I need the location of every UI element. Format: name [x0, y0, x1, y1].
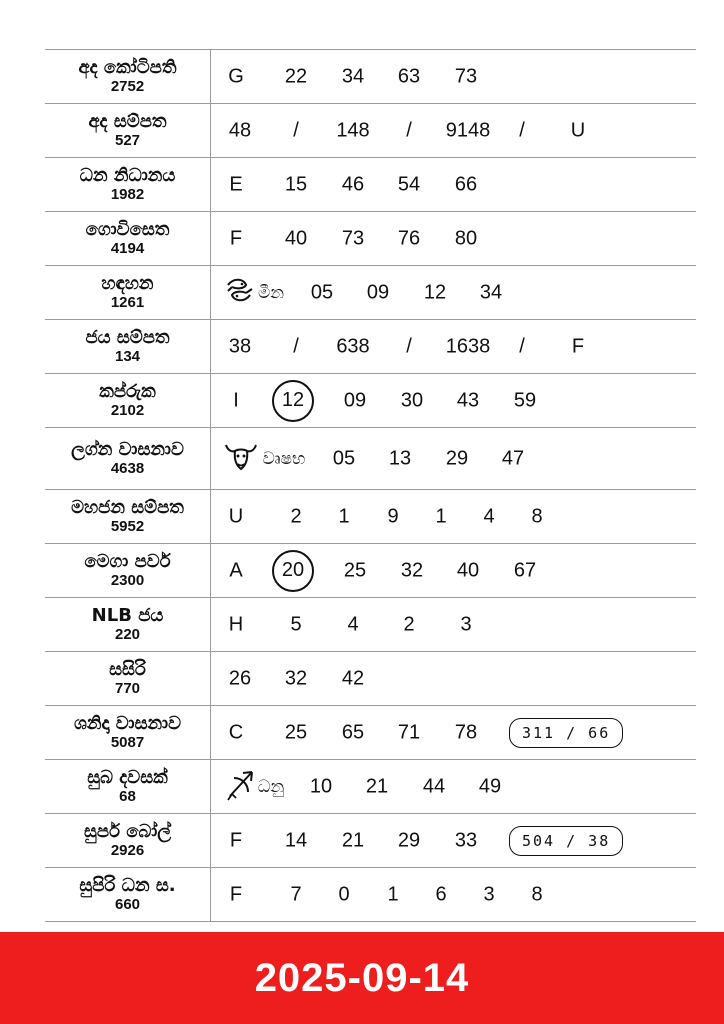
winning-number: 5 — [290, 613, 302, 635]
letter: F — [229, 829, 243, 851]
result-row — [45, 104, 696, 158]
lottery-cell — [45, 760, 211, 813]
lottery-name: ධන නිධානය — [79, 164, 176, 186]
winning-number: 25 — [343, 559, 367, 581]
winning-number: 09 — [366, 281, 390, 303]
draw-number: 4194 — [110, 240, 145, 258]
winning-number: 26 — [228, 667, 252, 689]
draw-date: 2025-09-14 — [254, 955, 470, 1000]
letter: H — [228, 613, 244, 635]
winning-number: 54 — [397, 173, 421, 195]
lottery-cell — [45, 104, 211, 157]
result-row — [45, 706, 696, 760]
lottery-cell — [45, 158, 211, 211]
number-part: 38 — [228, 335, 252, 357]
winning-number: 12 — [423, 281, 447, 303]
lottery-name: කප්රුක — [99, 380, 156, 402]
lottery-name: හඳහන — [101, 272, 154, 294]
pisces-icon — [222, 275, 258, 311]
result-row — [45, 598, 696, 652]
zodiac-sign: ධනු — [257, 776, 285, 797]
special-number-badge: 504 / 38 — [509, 826, 623, 856]
lottery-cell — [45, 320, 211, 373]
result-row — [45, 760, 696, 814]
lottery-name: සුපිරි ධන ස. — [79, 874, 176, 896]
draw-number: 68 — [119, 788, 136, 806]
winning-number: 49 — [478, 775, 502, 797]
draw-number: 134 — [114, 348, 141, 366]
number-part: / — [293, 335, 299, 357]
winning-number: 80 — [454, 227, 478, 249]
winning-number: 40 — [284, 227, 308, 249]
winning-number: 33 — [454, 829, 478, 851]
winning-number: 78 — [454, 721, 478, 743]
taurus-icon — [222, 439, 260, 479]
lottery-name: අද කෝටිපති — [78, 56, 177, 78]
winning-number: 21 — [365, 775, 389, 797]
letter: A — [229, 559, 243, 581]
winning-numbers — [211, 490, 696, 543]
result-row — [45, 320, 696, 374]
bonus-number: 12 — [272, 380, 314, 422]
winning-number: 4 — [483, 505, 495, 527]
lottery-name: සුපර් බෝල් — [83, 820, 172, 842]
letter: G — [228, 65, 244, 87]
winning-number: 1 — [435, 505, 447, 527]
draw-number: 220 — [114, 626, 141, 644]
lottery-name: සුබ දවසක් — [87, 766, 168, 788]
number-part: / — [519, 119, 525, 141]
lottery-name: ජය සම්පත — [85, 326, 170, 348]
winning-number: 09 — [343, 389, 367, 411]
zodiac-sign: වෘෂභ — [262, 448, 306, 469]
winning-number: 9 — [387, 505, 399, 527]
winning-number: 47 — [501, 447, 525, 469]
winning-number: 2 — [403, 613, 415, 635]
result-row — [45, 814, 696, 868]
lottery-cell — [45, 706, 211, 759]
lottery-cell — [45, 374, 211, 427]
winning-number: 29 — [445, 447, 469, 469]
letter: F — [229, 227, 243, 249]
winning-numbers — [211, 104, 696, 157]
number-part: / — [519, 335, 525, 357]
draw-number: 4638 — [110, 460, 145, 478]
winning-number: 13 — [388, 447, 412, 469]
result-row — [45, 428, 696, 490]
winning-numbers — [211, 266, 696, 319]
winning-number: 10 — [309, 775, 333, 797]
winning-number: 73 — [341, 227, 365, 249]
winning-number: 3 — [460, 613, 472, 635]
winning-number: 14 — [284, 829, 308, 851]
lottery-name: සසිරි — [109, 658, 146, 680]
result-row — [45, 652, 696, 706]
winning-number: 63 — [397, 65, 421, 87]
winning-numbers — [211, 760, 696, 813]
number-part: / — [406, 119, 412, 141]
number-part: 9148 — [445, 119, 491, 141]
lottery-cell — [45, 544, 211, 597]
number-part: 148 — [336, 119, 370, 141]
winning-number: 0 — [338, 883, 350, 905]
winning-number: 6 — [435, 883, 447, 905]
lottery-name: මෙගා පවර් — [84, 550, 171, 572]
winning-number: 2 — [290, 505, 302, 527]
letter: C — [228, 721, 244, 743]
lottery-cell — [45, 598, 211, 651]
lottery-cell — [45, 212, 211, 265]
number-part: U — [570, 119, 586, 141]
result-row — [45, 212, 696, 266]
number-part: / — [293, 119, 299, 141]
winning-numbers — [211, 158, 696, 211]
winning-numbers — [211, 428, 696, 489]
winning-number: 32 — [400, 559, 424, 581]
lottery-name: NLB ජය — [91, 604, 164, 626]
draw-number: 5087 — [110, 734, 145, 752]
winning-number: 76 — [397, 227, 421, 249]
winning-number: 30 — [400, 389, 424, 411]
winning-number: 3 — [483, 883, 495, 905]
draw-number: 2102 — [110, 402, 145, 420]
winning-number: 44 — [422, 775, 446, 797]
winning-number: 7 — [290, 883, 302, 905]
winning-number: 66 — [454, 173, 478, 195]
draw-number: 5952 — [110, 518, 145, 536]
winning-numbers — [211, 868, 696, 921]
lottery-name: මහජන සම්පත — [71, 496, 184, 518]
number-part: F — [571, 335, 585, 357]
winning-number: 29 — [397, 829, 421, 851]
draw-number: 2926 — [110, 842, 145, 860]
draw-number: 770 — [114, 680, 141, 698]
winning-number: 4 — [347, 613, 359, 635]
winning-numbers — [211, 320, 696, 373]
winning-numbers — [211, 50, 696, 103]
winning-number: 42 — [341, 667, 365, 689]
number-part: 48 — [228, 119, 252, 141]
winning-number: 65 — [341, 721, 365, 743]
lottery-name: ගොවිසෙත — [85, 218, 170, 240]
winning-number: 46 — [341, 173, 365, 195]
lottery-cell — [45, 50, 211, 103]
letter: U — [228, 505, 244, 527]
winning-numbers — [211, 544, 696, 597]
winning-number: 25 — [284, 721, 308, 743]
lottery-name: අද සම්පත — [88, 110, 167, 132]
lottery-cell — [45, 490, 211, 543]
winning-number: 43 — [456, 389, 480, 411]
winning-number: 21 — [341, 829, 365, 851]
draw-number: 2752 — [110, 78, 145, 96]
winning-number: 71 — [397, 721, 421, 743]
letter: E — [229, 173, 243, 195]
result-row — [45, 374, 696, 428]
winning-numbers — [211, 374, 696, 427]
winning-numbers — [211, 706, 696, 759]
result-row — [45, 544, 696, 598]
lottery-cell — [45, 814, 211, 867]
winning-number: 05 — [310, 281, 334, 303]
special-number-badge: 311 / 66 — [509, 718, 623, 748]
winning-number: 32 — [284, 667, 308, 689]
winning-numbers — [211, 652, 696, 705]
winning-number: 05 — [332, 447, 356, 469]
winning-number: 22 — [284, 65, 308, 87]
winning-numbers — [211, 212, 696, 265]
winning-number: 8 — [531, 505, 543, 527]
results-table — [45, 49, 696, 922]
sagittarius-icon — [222, 766, 258, 808]
letter: F — [229, 883, 243, 905]
lottery-name: ශනිදා වාසනාව — [73, 712, 182, 734]
letter: I — [233, 389, 239, 411]
result-row — [45, 158, 696, 212]
result-row — [45, 266, 696, 320]
lottery-cell — [45, 266, 211, 319]
result-row — [45, 50, 696, 104]
winning-numbers — [211, 814, 696, 867]
winning-number: 8 — [531, 883, 543, 905]
winning-number: 73 — [454, 65, 478, 87]
draw-number: 1261 — [110, 294, 145, 312]
winning-number: 1 — [387, 883, 399, 905]
result-row — [45, 490, 696, 544]
zodiac-sign: මීන — [257, 282, 285, 303]
lottery-name: ලග්න වාසනාව — [71, 438, 184, 460]
winning-number: 34 — [341, 65, 365, 87]
draw-number: 527 — [114, 132, 141, 150]
winning-number: 1 — [338, 505, 350, 527]
bonus-number: 20 — [272, 550, 314, 592]
winning-number: 40 — [456, 559, 480, 581]
lottery-cell — [45, 868, 211, 921]
number-part: / — [406, 335, 412, 357]
winning-number: 34 — [479, 281, 503, 303]
winning-number: 59 — [513, 389, 537, 411]
winning-numbers — [211, 598, 696, 651]
draw-number: 1982 — [110, 186, 145, 204]
number-part: 1638 — [445, 335, 491, 357]
winning-number: 15 — [284, 173, 308, 195]
result-row — [45, 868, 696, 922]
winning-number: 67 — [513, 559, 537, 581]
number-part: 638 — [336, 335, 370, 357]
lottery-cell — [45, 652, 211, 705]
lottery-cell — [45, 428, 211, 489]
draw-number: 660 — [114, 896, 141, 914]
date-banner — [0, 932, 724, 1024]
draw-number: 2300 — [110, 572, 145, 590]
